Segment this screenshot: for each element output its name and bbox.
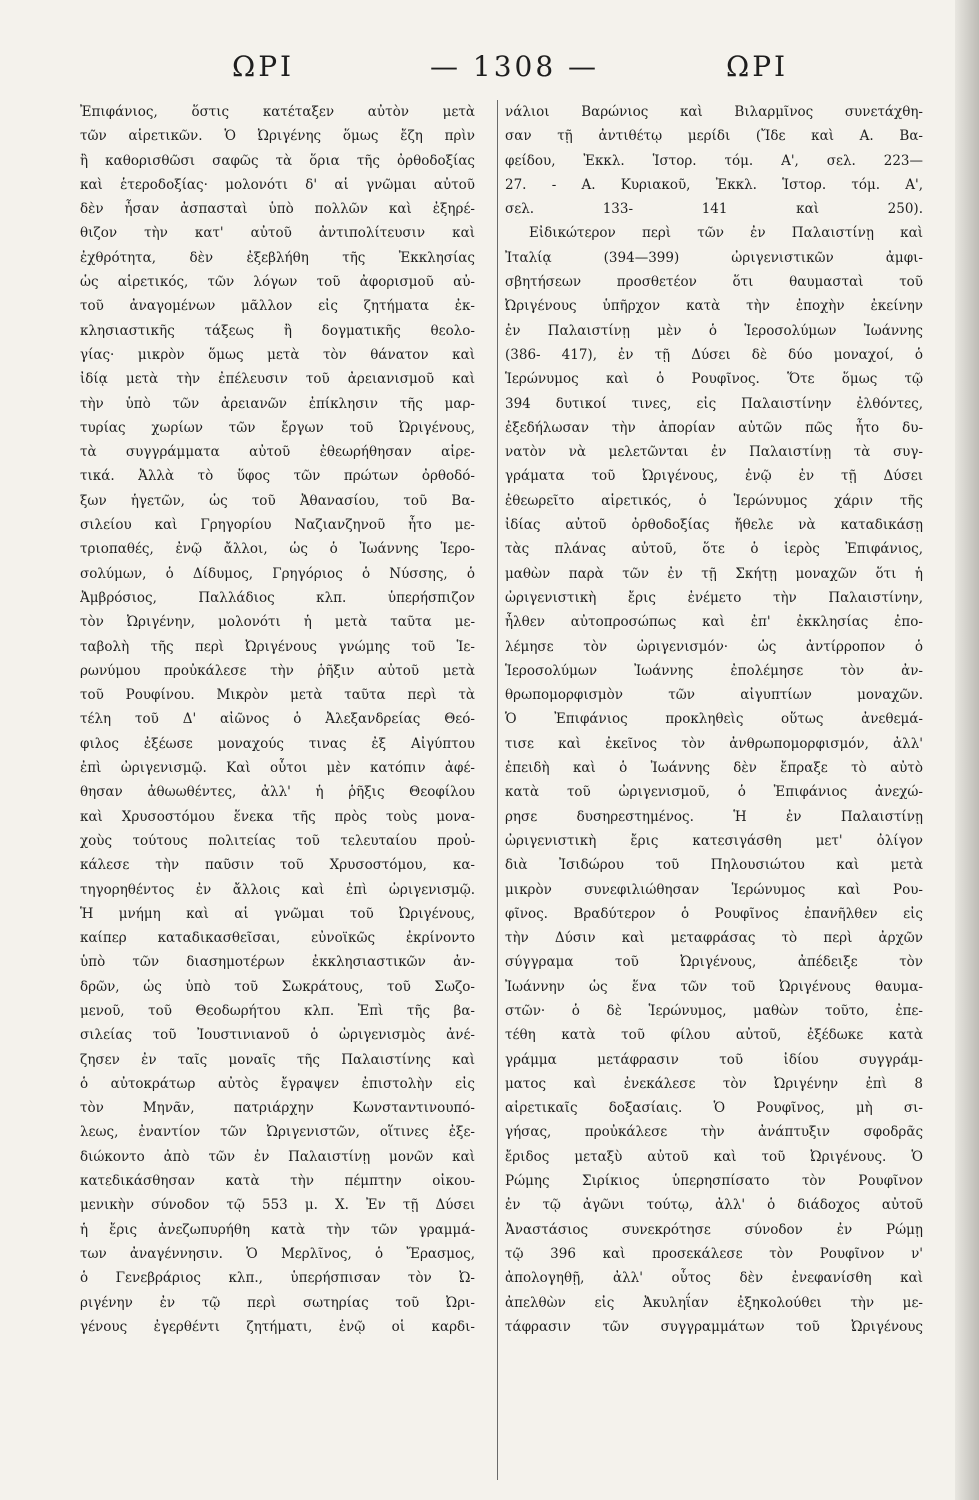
text-line: τέλη τοῦ Δ' αἰῶνος ὁ Ἀλεξανδρείας Θεό-	[80, 711, 475, 728]
text-line: σύγγραμα τοῦ Ὠριγένους, ἀπέδειξε τὸν	[505, 954, 923, 971]
text-line: ὁ αὐτοκράτωρ αὐτὸς ἔγραψεν ἐπιστολὴν εἰς	[80, 1075, 475, 1092]
text-line: τοῦ ἀναγομένων μᾶλλον εἰς ζητήματα ἐκ-	[80, 298, 475, 315]
text-line: ὠριγενιστικὴ ἔρις κατεσιγάσθη μετ' ὀλίγον	[505, 832, 923, 849]
text-line: ριγένην ἐν τῷ περὶ σωτηρίας τοῦ Ὠρι-	[80, 1294, 475, 1311]
text-line: θρωπομορφισμὸν τῶν αἰγυπτίων μοναχῶν.	[505, 687, 923, 704]
text-line: καὶ Χρυσοστόμου ἕνεκα τῆς πρὸς τοὺς μονα-	[80, 808, 475, 825]
text-line: ἐθεωρεῖτο αἱρετικός, ὁ Ἱερώνυμος χάριν τῆς	[505, 492, 923, 509]
text-line: φείδου, Ἐκκλ. Ἱστορ. τόμ. Α', σελ. 223—	[505, 152, 923, 169]
text-line: μενικὴν σύνοδον τῷ 553 μ. Χ. Ἐν τῇ Δύσει	[80, 1197, 475, 1214]
text-line: λέμησε τὸν ὠριγενισμόν· ὡς ἀντίρροπον ὁ	[505, 638, 923, 655]
text-line: Ὠριγένους ὑπῆρχον κατὰ τὴν ἐποχὴν ἐκείνην	[505, 298, 923, 315]
text-line: νάλιοι Βαρώνιος καὶ Βιλαρμῖνος συνετάχθη-	[505, 104, 923, 120]
text-line: τριοπαθές, ἐνῷ ἄλλοι, ὡς ὁ Ἰωάννης Ἱερο-	[80, 541, 475, 558]
text-line: σαν τῇ ἀντιθέτῳ μερίδι (Ἴδε καὶ Α. Βα-	[505, 128, 923, 145]
text-line: ἐξεδήλωσαν τὴν ἀπορίαν αὐτῶν πῶς ἦτο δυ-	[505, 419, 923, 436]
text-line: ἀπολογηθῇ, ἀλλ' οὗτος δὲν ἐνεφανίσθη καὶ	[505, 1270, 923, 1287]
text-line: ζησεν ἐν ταῖς μοναῖς τῆς Παλαιστίνης καὶ	[80, 1051, 475, 1068]
text-line: (386- 417), ἐν τῇ Δύσει δὲ δύο μοναχοί, ὁ	[505, 346, 923, 363]
text-line: Ἰωάννην ὡς ἕνα τῶν τοῦ Ὠριγένους θαυμα-	[505, 978, 923, 995]
text-line: τάφρασιν τῶν συγγραμμάτων τοῦ Ὠριγένους	[505, 1318, 923, 1335]
text-line: σελ. 133- 141 καὶ 250).	[505, 201, 923, 218]
text-line: ἐχθρότητα, δὲν ἐξεβλήθη τῆς Ἐκκλησίας	[80, 249, 475, 266]
text-line: ἡ ἔρις ἀνεζωπυρήθη κατὰ τὴν τῶν γραμμά-	[80, 1221, 475, 1238]
text-line: τικά. Ἀλλὰ τὸ ὕφος τῶν πρώτων ὀρθοδό-	[80, 468, 475, 485]
text-line: σιλείας τοῦ Ἰουστινιανοῦ ὁ ὠριγενισμὸς ἀνέ-	[80, 1027, 475, 1044]
left-text-column	[80, 100, 475, 1480]
text-line: μικρὸν συνεφιλιώθησαν Ἱερώνυμος καὶ Ρου-	[505, 881, 923, 898]
text-line: σολύμων, ὁ Δίδυμος, Γρηγόριος ὁ Νύσσης, ὁ	[80, 565, 475, 582]
text-line: ταβολὴ τῆς περὶ Ὠριγένους γνώμης τοῦ Ἱε-	[80, 638, 475, 655]
text-line: καίπερ καταδικασθεῖσαι, εὐνοϊκῶς ἐκρίνοντο	[80, 930, 475, 947]
text-line: τυρίας χωρίων τῶν ἔργων τοῦ Ὠριγένους,	[80, 419, 475, 436]
text-line: τισε καὶ ἐκεῖνος τὸν ἀνθρωπομορφισμόν, ἀλλ'	[505, 735, 923, 752]
text-line: τῶν αἱρετικῶν. Ὁ Ὠριγένης ὅμως ἔζη πρὶν	[80, 128, 475, 145]
text-line: θησαν ἀθωωθέντες, ἀλλ' ἡ ῥῆξις Θεοφίλου	[80, 784, 475, 801]
text-line: νατὸν νὰ μελετῶνται ἐν Παλαιστίνῃ τὰ συγ-	[505, 444, 923, 461]
text-line: ἰδίᾳ μετὰ τὴν ἐπέλευσιν τοῦ ἀρειανισμοῦ καὶ	[80, 371, 475, 388]
text-line: διὰ Ἰσιδώρου τοῦ Πηλουσιώτου καὶ μετὰ	[505, 857, 923, 874]
text-line: σιλείου καὶ Γρηγορίου Ναζιανζηνοῦ ἦτο με-	[80, 517, 475, 534]
right-text-column	[505, 100, 923, 1480]
text-line: τὰς πλάνας αὐτοῦ, ὅτε ὁ ἱερὸς Ἐπιφάνιος,	[505, 541, 923, 558]
text-line: Ἐπιφάνιος, ὅστις κατέταξεν αὐτὸν μετὰ	[80, 104, 475, 120]
text-line: ἐπὶ ὠριγενισμῷ. Καὶ οὗτοι μὲν κατόπιν ἀφέ-	[80, 760, 475, 777]
text-line: αἱρετικαῖς δοξασίαις. Ὁ Ρουφῖνος, μὴ σι-	[505, 1100, 923, 1117]
text-line: ἐπειδὴ καὶ ὁ Ἰωάννης δὲν ἔπραξε τὸ αὐτὸ	[505, 760, 923, 777]
text-line: χοὺς τούτους πολιτείας τοῦ τελευταίου προὐ-	[80, 832, 475, 849]
text-line: ἐν τῷ ἀγῶνι τούτῳ, ἀλλ' ὁ διάδοχος αὐτοῦ	[505, 1197, 923, 1214]
text-line: ρησε δυσηρεστημένος. Ἡ ἐν Παλαιστίνῃ	[505, 808, 923, 825]
page-number: — 1308 —	[430, 50, 600, 83]
text-line: ὠριγενιστικὴ ἔρις ἐνέμετο τὴν Παλαιστίνην,	[505, 589, 923, 606]
text-line: στῶν· ὁ δὲ Ἱερώνυμος, μαθὼν τοῦτο, ἐπε-	[505, 1002, 923, 1019]
text-line: κάλεσε τὴν παῦσιν τοῦ Χρυσοστόμου, κα-	[80, 857, 475, 874]
text-line: τὸν Μηνᾶν, πατριάρχην Κωνσταντινουπό-	[80, 1100, 475, 1117]
text-line: μενοῦ, τοῦ Θεοδωρήτου κλπ. Ἐπὶ τῆς βα-	[80, 1002, 475, 1019]
text-line: τηγορηθέντος ἐν ἄλλοις καὶ ἐπὶ ὠριγενισμῷ.	[80, 881, 475, 898]
text-line: των ἀναγέννησιν. Ὁ Μερλῖνος, ὁ Ἔρασμος,	[80, 1245, 475, 1262]
text-line: κατεδικάσθησαν κατὰ τὴν πέμπτην οἰκου-	[80, 1173, 475, 1190]
text-line: 394 δυτικοί τινες, εἰς Παλαιστίνην ἐλθόντες,	[505, 395, 923, 412]
running-head-right: ΩΡΙ	[726, 50, 789, 83]
text-line: κλησιαστικῆς τάξεως ἢ δογματικῆς θεολο-	[80, 322, 475, 339]
text-line: ὁ Γενεβράριος κλπ., ὑπερήσπισαν τὸν Ὠ-	[80, 1270, 475, 1287]
text-line: μαθὼν παρὰ τῶν ἐν τῇ Σκήτῃ μοναχῶν ὅτι ἡ	[505, 565, 923, 582]
text-line: ματος καὶ ἐνεκάλεσε τὸν Ὠριγένην ἐπὶ 8	[505, 1075, 923, 1092]
text-line: Ἡ μνήμη καὶ αἱ γνῶμαι τοῦ Ὠριγένους,	[80, 905, 475, 922]
text-line: καὶ ἑτεροδοξίας· μολονότι δ' αἱ γνῶμαι αὐτοῦ	[80, 176, 475, 193]
column-divider	[497, 100, 498, 1480]
text-line: δὲν ἦσαν ἀσπασταὶ ὑπὸ πολλῶν καὶ ἐξηρέ-	[80, 201, 475, 218]
text-line: Ἱεροσολύμων Ἰωάννης ἐπολέμησε τὸν ἀν-	[505, 662, 923, 679]
text-line: ὑπὸ τῶν διασημοτέρων ἐκκλησιαστικῶν ἀν-	[80, 954, 475, 971]
text-line: 27. - Α. Κυριακοῦ, Ἐκκλ. Ἱστορ. τόμ. Α',	[505, 176, 923, 193]
text-line: γράμμα μετάφρασιν τοῦ ἰδίου συγγράμ-	[505, 1051, 923, 1068]
text-line: γένους ἐγερθέντι ζητήματι, ἐνῷ οἱ καρδι-	[80, 1318, 475, 1335]
running-head-left: ΩΡΙ	[232, 50, 295, 83]
text-line: τὰ συγγράμματα αὐτοῦ ἐθεωρήθησαν αἱρε-	[80, 444, 475, 461]
text-line: σβητήσεων προσθετέον ὅτι θαυμασταὶ τοῦ	[505, 274, 923, 291]
text-line: γήσας, προὐκάλεσε τὴν ἀνάπτυξιν σφοδρᾶς	[505, 1124, 923, 1141]
text-line: γράματα τοῦ Ὠριγένους, ἐνῷ ἐν τῇ Δύσει	[505, 468, 923, 485]
text-line: ἢ καθορισθῶσι σαφῶς τὰ ὅρια τῆς ὀρθοδοξίας	[80, 152, 475, 169]
text-line: ἔριδος μεταξὺ αὐτοῦ καὶ τοῦ Ὠριγένους. Ὁ	[505, 1148, 923, 1165]
text-line: γίας· μικρὸν ὅμως μετὰ τὸν θάνατον καὶ	[80, 346, 475, 363]
text-line: φῖνος. Βραδύτερον ὁ Ρουφῖνος ἐπανῆλθεν εἰς	[505, 905, 923, 922]
text-line: τέθη κατὰ τοῦ φίλου αὐτοῦ, ἐξέδωκε κατὰ	[505, 1027, 923, 1044]
text-line: ἰδίας αὐτοῦ ὀρθοδοξίας ἤθελε νὰ καταδικάσῃ	[505, 517, 923, 534]
text-line: τὴν ὑπὸ τῶν ἀρειανῶν ἐπίκλησιν τῆς μαρ-	[80, 395, 475, 412]
text-line: λεως, ἐναντίον τῶν Ὠριγενιστῶν, οἵτινες ἐξε-	[80, 1124, 475, 1141]
text-line: Ἀναστάσιος συνεκρότησε σύνοδον ἐν Ρώμῃ	[505, 1221, 923, 1238]
text-line: ὡς αἱρετικός, τῶν λόγων τοῦ ἀφορισμοῦ αὐ-	[80, 274, 475, 291]
text-line: Εἰδικώτερον περὶ τῶν ἐν Παλαιστίνῃ καὶ	[529, 225, 923, 242]
text-line: τῷ 396 καὶ προσεκάλεσε τὸν Ρουφῖνον ν'	[505, 1245, 923, 1262]
text-line: δρῶν, ὡς ὑπὸ τοῦ Σωκράτους, τοῦ Σωζο-	[80, 978, 475, 995]
text-line: ἀπελθὼν εἰς Ἀκυληΐαν ἐξηκολούθει τὴν με-	[505, 1294, 923, 1311]
text-line: ξων ἡγετῶν, ὡς τοῦ Ἀθανασίου, τοῦ Βα-	[80, 492, 475, 509]
text-line: ρωνύμου προὐκάλεσε τὴν ῥῆξιν αὐτοῦ μετὰ	[80, 662, 475, 679]
text-line: Ὁ Ἐπιφάνιος προκληθεὶς οὕτως ἀνεθεμά-	[505, 711, 923, 728]
text-line: Ἰταλίᾳ (394—399) ὠριγενιστικῶν ἀμφι-	[505, 249, 923, 266]
text-line: τὸν Ὠριγένην, μολονότι ἡ μετὰ ταῦτα με-	[80, 614, 475, 631]
text-line: θιζον τὴν κατ' αὐτοῦ ἀντιπολίτευσιν καὶ	[80, 225, 475, 242]
text-line: φιλος ἐξέωσε μοναχούς τινας ἐξ Αἰγύπτου	[80, 735, 475, 752]
page-edge	[955, 0, 979, 1500]
text-line: τοῦ Ρουφίνου. Μικρὸν μετὰ ταῦτα περὶ τὰ	[80, 687, 475, 704]
text-line: Ρώμης Σιρίκιος ὑπερησπίσατο τὸν Ρουφῖνον	[505, 1173, 923, 1190]
text-line: Ἀμβρόσιος, Παλλάδιος κλπ. ὑπερήσπιζον	[80, 589, 475, 606]
text-line: ἦλθεν αὐτοπροσώπως καὶ ἐπ' ἐκκλησίας ἐπο-	[505, 614, 923, 631]
text-line: κατὰ τοῦ ὠριγενισμοῦ, ὁ Ἐπιφάνιος ἀνεχώ-	[505, 784, 923, 801]
text-line: τὴν Δύσιν καὶ μεταφράσας τὸ περὶ ἀρχῶν	[505, 930, 923, 947]
text-line: διώκοντο ἀπὸ τῶν ἐν Παλαιστίνῃ μονῶν καὶ	[80, 1148, 475, 1165]
text-line: ἐν Παλαιστίνῃ μὲν ὁ Ἱεροσολύμων Ἰωάννης	[505, 322, 923, 339]
text-line: Ἱερώνυμος καὶ ὁ Ρουφῖνος. Ὅτε ὅμως τῷ	[505, 371, 923, 388]
